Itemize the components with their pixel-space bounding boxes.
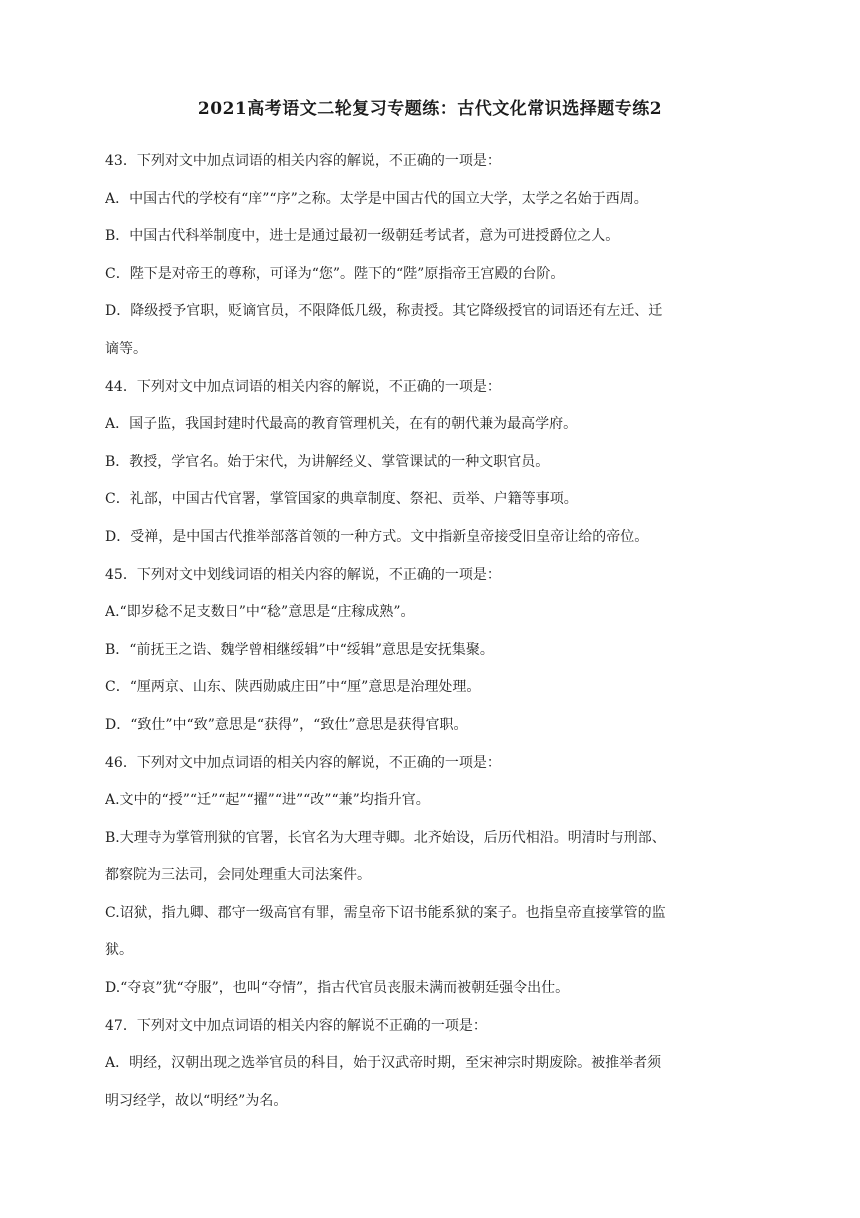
document-body	[105, 143, 757, 1120]
text-line: A.“即岁稔不足支数日”中“稔”意思是“庄稼成熟”。	[105, 604, 415, 621]
text-line: 47．下列对文中加点词语的相关内容的解说不正确的一项是：	[105, 1017, 487, 1034]
text-line: B．“前抚王之诰、魏学曾相继绥辑”中“绥辑”意思是安抚集聚。	[105, 641, 494, 658]
text-line: 45．下列对文中划线词语的相关内容的解说，不正确的一项是：	[105, 566, 501, 583]
text-line: C．“厘两京、山东、陕西勋戚庄田”中“厘”意思是治理处理。	[105, 679, 481, 696]
text-line: 谪等。	[105, 340, 147, 357]
text-line: 都察院为三法司，会同处理重大司法案件。	[105, 867, 371, 884]
text-line: C．陛下是对帝王的尊称，可译为“您”。陛下的“陛”原指帝王宫殿的台阶。	[105, 265, 565, 282]
text-line: B．教授，学官名。始于宋代，为讲解经义、掌管课试的一种文职官员。	[105, 453, 550, 470]
text-line: 狱。	[105, 942, 133, 959]
text-line: 44．下列对文中加点词语的相关内容的解说，不正确的一项是：	[105, 378, 501, 395]
text-line: B．中国古代科举制度中，进士是通过最初一级朝廷考试者，意为可进授爵位之人。	[105, 228, 620, 245]
page-title: 2021高考语文二轮复习专题练：古代文化常识选择题专练2	[197, 99, 663, 119]
text-line: D．“致仕”中“致”意思是“获得”，“致仕”意思是获得官职。	[105, 716, 468, 733]
text-line: A．明经，汉朝出现之选举官员的科目，始于汉武帝时期，至宋神宗时期废除。被推举者须	[105, 1055, 662, 1072]
text-line: B.大理寺为掌管刑狱的官署，长官名为大理寺卿。北齐始设，后历代相沿。明清时与刑部、	[105, 829, 666, 846]
text-line: A.文中的“授”“迁”“起”“擢”“进”“改”“兼”均指升官。	[105, 792, 430, 809]
text-line: D．降级授予官职，贬谪官员，不限降低几级，称责授。其它降级授官的词语还有左迁、迁	[105, 303, 663, 320]
text-line: C.诏狱，指九卿、郡守一级高官有罪，需皇帝下诏书能系狱的案子。也指皇帝直接掌管的监	[105, 904, 666, 921]
text-line: C．礼部，中国古代官署，掌管国家的典章制度、祭祀、贡举、户籍等事项。	[105, 491, 578, 508]
text-line: D.“夺哀”犹“夺服”，也叫“夺情”，指古代官员丧服未满而被朝廷强令出仕。	[105, 980, 570, 997]
text-line: 43．下列对文中加点词语的相关内容的解说，不正确的一项是：	[105, 153, 501, 169]
text-line: 明习经学，故以“明经”为名。	[105, 1092, 288, 1109]
text-line: D．受禅，是中国古代推举部落首领的一种方式。文中指新皇帝接受旧皇帝让给的帝位。	[105, 528, 649, 545]
text-line: 46．下列对文中加点词语的相关内容的解说，不正确的一项是：	[105, 754, 501, 771]
text-line: A．中国古代的学校有“庠”“序”之称。太学是中国古代的国立大学，太学之名始于西周。	[105, 190, 648, 207]
text-line: A．国子监，我国封建时代最高的教育管理机关，在有的朝代兼为最高学府。	[105, 416, 578, 433]
